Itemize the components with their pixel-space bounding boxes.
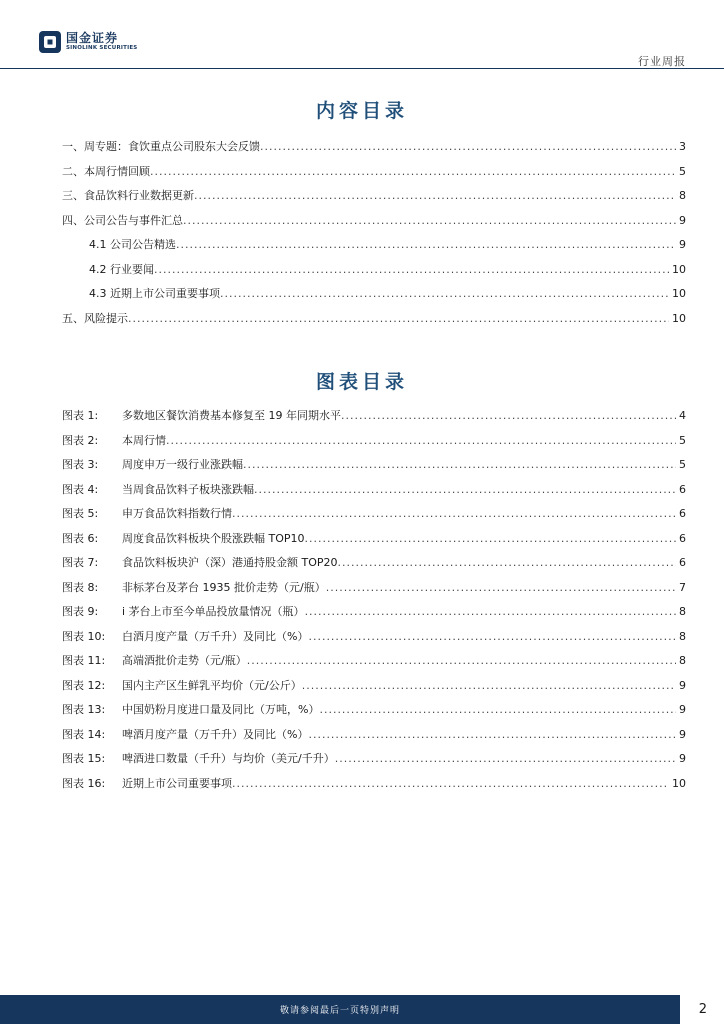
figure-entry-label: 图表 15: bbox=[62, 752, 106, 765]
figure-entry-page: 8 bbox=[679, 629, 686, 643]
figure-entry-text: 周度申万一级行业涨跌幅 bbox=[122, 458, 243, 471]
figure-entry-label: 图表 13: bbox=[62, 703, 106, 716]
figure-entry-page: 6 bbox=[679, 556, 686, 569]
figure-entry-text: 周度食品饮料板块个股涨跌幅 TOP10 bbox=[122, 531, 305, 545]
figure-entry-label: 图表 10: bbox=[62, 629, 106, 643]
figure-entry-label: 图表 2: bbox=[62, 433, 99, 447]
dot-leader bbox=[341, 409, 676, 422]
toc-entry-page: 10 bbox=[672, 262, 686, 276]
figure-entry-text: 近期上市公司重要事项 bbox=[122, 776, 232, 790]
toc-subentry[interactable] bbox=[62, 236, 686, 261]
figure-entry-text: 国内主产区生鲜乳平均价（元/公斤） bbox=[122, 678, 302, 692]
dot-leader bbox=[220, 287, 669, 300]
figure-entry-page: 9 bbox=[679, 678, 686, 692]
toc-entry-label: 四、公司公告与事件汇总 bbox=[62, 213, 183, 227]
figure-entry[interactable] bbox=[62, 481, 686, 506]
figure-entry-text: 非标茅台及茅台 1935 批价走势（元/瓶） bbox=[122, 580, 326, 594]
figure-entry[interactable] bbox=[62, 456, 686, 481]
brand-logo bbox=[39, 30, 137, 54]
report-type: 行业周报 bbox=[638, 55, 686, 68]
figure-entry-label: 图表 12: bbox=[62, 678, 106, 692]
figure-entry-text: 啤酒进口数量（千升）与均价（美元/千升） bbox=[122, 752, 335, 765]
dot-leader bbox=[247, 654, 676, 667]
contents-title: 内容目录 bbox=[315, 100, 408, 122]
figure-entry-label: 图表 1: bbox=[62, 409, 99, 422]
dot-leader bbox=[302, 679, 676, 692]
toc-entry-page: 8 bbox=[679, 189, 686, 202]
footer-disclaimer: 敬请参阅最后一页特别声明 bbox=[279, 1006, 400, 1016]
dot-leader bbox=[232, 777, 669, 790]
figure-entry-page: 6 bbox=[679, 482, 686, 496]
figure-entry-text: 本周行情 bbox=[122, 433, 166, 447]
dot-leader bbox=[319, 703, 676, 716]
dot-leader bbox=[232, 507, 676, 520]
figure-entry-page: 4 bbox=[679, 409, 686, 422]
figure-entry[interactable] bbox=[62, 505, 686, 530]
figure-entry[interactable] bbox=[62, 701, 686, 726]
figures-list bbox=[62, 407, 686, 799]
dot-leader bbox=[260, 140, 676, 153]
figure-entry[interactable] bbox=[62, 407, 686, 432]
brand-name-cn: 国金证券 bbox=[66, 31, 119, 46]
toc-subentry[interactable] bbox=[62, 261, 686, 286]
figure-entry[interactable] bbox=[62, 677, 686, 702]
figure-entry-text: 高端酒批价走势（元/瓶） bbox=[122, 654, 247, 667]
figure-entry-label: 图表 3: bbox=[62, 458, 99, 471]
figure-entry-page: 6 bbox=[679, 531, 686, 545]
toc-entry[interactable] bbox=[62, 163, 686, 188]
toc-entry-label: 4.2 行业要闻 bbox=[89, 262, 154, 276]
dot-leader bbox=[183, 214, 676, 227]
toc-entry-page: 9 bbox=[679, 213, 686, 227]
figure-entry-page: 9 bbox=[679, 752, 686, 765]
figure-entry-text: 中国奶粉月度进口量及同比（万吨，%） bbox=[122, 703, 320, 716]
dot-leader bbox=[176, 238, 676, 251]
toc-subentry[interactable] bbox=[62, 285, 686, 310]
dot-leader bbox=[308, 630, 676, 643]
brand-name-en: SINOLINK SECURITIES bbox=[66, 45, 138, 52]
figure-entry-page: 8 bbox=[679, 605, 686, 618]
figure-entry-page: 5 bbox=[679, 433, 686, 447]
sinolink-logo-icon bbox=[39, 31, 61, 53]
toc-entry-label: 二、本周行情回顾 bbox=[62, 164, 150, 178]
figure-entry-text: 啤酒月度产量（万千升）及同比（%） bbox=[122, 727, 309, 741]
figure-entry-page: 5 bbox=[679, 458, 686, 471]
header-divider bbox=[0, 68, 724, 69]
figure-entry-label: 图表 16: bbox=[62, 776, 106, 790]
toc-entry[interactable] bbox=[62, 187, 686, 212]
dot-leader bbox=[194, 189, 676, 202]
figure-entry[interactable] bbox=[62, 530, 686, 555]
toc-entry-page: 10 bbox=[672, 311, 686, 325]
figure-entry-label: 图表 8: bbox=[62, 580, 99, 594]
toc-entry-label: 4.1 公司公告精选 bbox=[89, 238, 176, 251]
figure-entry-label: 图表 9: bbox=[62, 605, 99, 618]
toc-entry-page: 5 bbox=[679, 164, 686, 178]
dot-leader bbox=[254, 483, 676, 496]
dot-leader bbox=[166, 434, 676, 447]
figure-entry-text: 当周食品饮料子板块涨跌幅 bbox=[122, 482, 254, 496]
toc-entry-label: 三、食品饮料行业数据更新 bbox=[62, 189, 194, 202]
dot-leader bbox=[128, 312, 669, 325]
figure-entry[interactable] bbox=[62, 432, 686, 457]
figure-entry-label: 图表 14: bbox=[62, 727, 106, 741]
figure-entry-text: 多数地区餐饮消费基本修复至 19 年同期水平 bbox=[122, 409, 341, 422]
dot-leader bbox=[243, 458, 676, 471]
figure-entry-text: 白酒月度产量（万千升）及同比（%） bbox=[122, 629, 309, 643]
page-number: 2 bbox=[698, 1002, 707, 1017]
dot-leader bbox=[338, 556, 676, 569]
figures-title: 图表目录 bbox=[315, 371, 408, 393]
figure-entry-page: 7 bbox=[679, 580, 686, 594]
dot-leader bbox=[335, 752, 676, 765]
contents-list bbox=[62, 138, 686, 334]
figure-entry-label: 图表 5: bbox=[62, 507, 99, 520]
figure-entry-page: 9 bbox=[679, 727, 686, 741]
figure-entry[interactable] bbox=[62, 603, 686, 628]
figure-entry-page: 10 bbox=[672, 776, 686, 790]
dot-leader bbox=[305, 532, 676, 545]
dot-leader bbox=[305, 605, 676, 618]
figure-entry[interactable] bbox=[62, 775, 686, 800]
figure-entry[interactable] bbox=[62, 554, 686, 579]
figure-entry[interactable] bbox=[62, 628, 686, 653]
toc-entry-page: 10 bbox=[672, 287, 686, 300]
toc-entry-label: 五、风险提示 bbox=[62, 311, 128, 325]
figure-entry-label: 图表 7: bbox=[62, 556, 99, 569]
figure-entry[interactable] bbox=[62, 726, 686, 751]
toc-entry-label: 一、周专题：食饮重点公司股东大会反馈 bbox=[62, 140, 260, 153]
toc-entry-label: 4.3 近期上市公司重要事项 bbox=[89, 287, 220, 300]
figure-entry-text: i 茅台上市至今单品投放量情况（瓶） bbox=[122, 605, 305, 618]
toc-entry-page: 3 bbox=[679, 140, 686, 153]
toc-entry[interactable] bbox=[62, 310, 686, 335]
figure-entry-text: 申万食品饮料指数行情 bbox=[122, 507, 232, 520]
figure-entry-text: 食品饮料板块沪（深）港通持股金额 TOP20 bbox=[122, 556, 338, 569]
toc-entry-page: 9 bbox=[679, 238, 686, 251]
figure-entry[interactable] bbox=[62, 652, 686, 677]
figure-entry-label: 图表 11: bbox=[62, 654, 106, 667]
figure-entry[interactable] bbox=[62, 579, 686, 604]
figure-entry-page: 9 bbox=[679, 703, 686, 716]
dot-leader bbox=[326, 581, 676, 594]
dot-leader bbox=[308, 728, 676, 741]
dot-leader bbox=[154, 263, 669, 276]
figure-entry[interactable] bbox=[62, 750, 686, 775]
toc-entry[interactable] bbox=[62, 212, 686, 237]
figure-entry-label: 图表 6: bbox=[62, 531, 99, 545]
dot-leader bbox=[150, 165, 676, 178]
figure-entry-label: 图表 4: bbox=[62, 482, 99, 496]
figure-entry-page: 6 bbox=[679, 507, 686, 520]
figure-entry-page: 8 bbox=[679, 654, 686, 667]
toc-entry[interactable] bbox=[62, 138, 686, 163]
